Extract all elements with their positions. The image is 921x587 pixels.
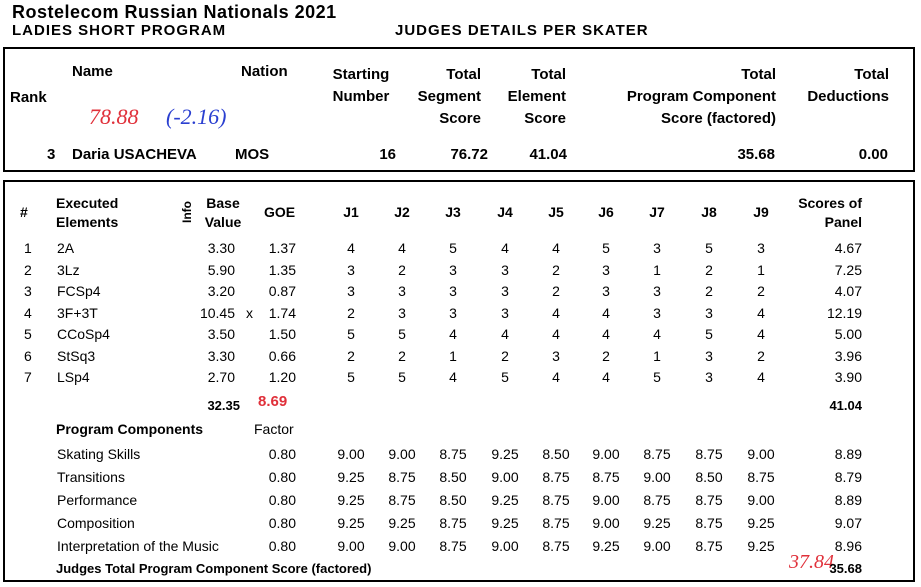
judge-component-score: 9.00 — [388, 538, 416, 554]
element-number-header: # — [20, 204, 28, 220]
component-row — [0, 466, 921, 488]
element-panel-score: 5.00 — [834, 326, 862, 342]
elements-panel-total: 41.04 — [829, 398, 862, 413]
judge-component-score: 9.25 — [747, 538, 775, 554]
judge-score: 3 — [653, 240, 661, 256]
judge-score: 4 — [602, 304, 610, 321]
base-value-header: Base Value — [204, 195, 242, 230]
element-goe: 1.35 — [268, 261, 296, 278]
element-row — [0, 280, 921, 302]
element-base-value: 3.50 — [207, 326, 235, 342]
element-goe: 1.74 — [268, 304, 296, 321]
judge-score: 5 — [705, 240, 713, 256]
skater-pcs: 35.68 — [737, 146, 775, 163]
judge-score: 3 — [705, 347, 713, 364]
element-goe: 1.37 — [268, 240, 296, 256]
judge-score: 3 — [398, 304, 406, 321]
tss-header: Total Segment Score — [417, 66, 481, 127]
judge-score: 4 — [501, 240, 509, 256]
judge-score: 3 — [705, 304, 713, 321]
skater-deductions: 0.00 — [858, 146, 888, 163]
judge-score: 2 — [552, 283, 560, 299]
component-panel-score: 8.79 — [834, 469, 862, 485]
element-panel-score: 3.96 — [834, 347, 862, 364]
component-factor: 0.80 — [268, 469, 296, 485]
judge-component-score: 8.75 — [592, 469, 620, 485]
component-factor: 0.80 — [268, 538, 296, 554]
judge-score: 5 — [449, 240, 457, 256]
element-base-value: 10.45 — [199, 304, 235, 321]
element-number: 1 — [24, 240, 32, 256]
info-header: Info — [180, 201, 194, 223]
report-subtitle: JUDGES DETAILS PER SKATER — [395, 22, 649, 39]
judge-score: 5 — [347, 369, 355, 385]
category-label: LADIES SHORT PROGRAM — [12, 22, 227, 39]
executed-elements-header: Executed Elements — [56, 195, 119, 230]
judge-score: 4 — [602, 326, 610, 342]
judge-component-score: 8.75 — [542, 515, 570, 531]
judge-component-score: 9.25 — [592, 538, 620, 554]
judge-header: J2 — [394, 204, 410, 220]
judge-component-score: 8.75 — [439, 446, 467, 462]
deductions-header: Total Deductions — [807, 66, 889, 105]
judge-score: 2 — [347, 304, 355, 321]
pcs-total-label: Judges Total Program Component Score (factored) — [56, 561, 372, 576]
element-x-marker: x — [246, 304, 253, 321]
component-panel-score: 8.89 — [834, 492, 862, 508]
judge-score: 2 — [347, 347, 355, 364]
element-goe: 1.20 — [268, 369, 296, 385]
judge-component-score: 9.00 — [337, 446, 365, 462]
judge-header: J5 — [548, 204, 564, 220]
starting-number-header: Starting Number — [332, 66, 390, 105]
element-row — [0, 237, 921, 259]
program-components-header: Program Components — [56, 421, 204, 437]
judge-score: 5 — [398, 369, 406, 385]
judge-score: 3 — [602, 283, 610, 299]
judge-score: 2 — [398, 347, 406, 364]
judge-component-score: 8.75 — [643, 492, 671, 508]
judge-score: 3 — [653, 283, 661, 299]
skater-rank: 3 — [47, 146, 56, 163]
judge-score: 4 — [552, 304, 560, 321]
judge-component-score: 9.00 — [643, 469, 671, 485]
judge-score: 2 — [602, 347, 610, 364]
judge-header: J3 — [445, 204, 461, 220]
judge-component-score: 8.50 — [439, 469, 467, 485]
judge-score: 5 — [602, 240, 610, 256]
component-name: Transitions — [57, 469, 125, 485]
judge-component-score: 9.25 — [337, 469, 365, 485]
judge-score: 3 — [501, 283, 509, 299]
component-name: Composition — [57, 515, 135, 531]
element-row — [0, 323, 921, 345]
judge-score: 2 — [757, 347, 765, 364]
component-name: Skating Skills — [57, 446, 141, 462]
judge-component-score: 9.25 — [337, 492, 365, 508]
judge-component-score: 9.00 — [643, 538, 671, 554]
handwritten-score-annotation: 78.88 — [89, 104, 139, 129]
component-row — [0, 512, 921, 534]
element-name: CCoSp4 — [57, 326, 110, 342]
judge-component-score: 9.00 — [491, 469, 519, 485]
element-panel-score: 4.07 — [834, 283, 862, 299]
judge-score: 3 — [449, 283, 457, 299]
element-number: 3 — [24, 283, 32, 299]
judge-score: 4 — [602, 369, 610, 385]
element-goe: 0.66 — [268, 347, 296, 364]
judge-component-score: 9.25 — [337, 515, 365, 531]
pcs-total-value: 35.68 — [829, 561, 862, 576]
judge-component-score: 9.00 — [388, 446, 416, 462]
judge-component-score: 8.75 — [388, 469, 416, 485]
judge-score: 3 — [347, 261, 355, 278]
judge-score: 4 — [501, 326, 509, 342]
judge-component-score: 9.00 — [592, 446, 620, 462]
element-base-value: 3.30 — [207, 347, 235, 364]
panel-score-header: Scores of Panel — [798, 195, 862, 230]
judge-score: 4 — [757, 304, 765, 321]
judge-component-score: 8.50 — [542, 446, 570, 462]
judge-component-score: 8.75 — [695, 446, 723, 462]
judge-score: 3 — [501, 261, 509, 278]
judge-score: 4 — [398, 240, 406, 256]
judge-score: 3 — [552, 347, 560, 364]
judge-header: J6 — [598, 204, 614, 220]
element-goe: 0.87 — [268, 283, 296, 299]
skater-tss: 76.72 — [450, 146, 488, 163]
element-row — [0, 366, 921, 388]
judge-component-score: 8.75 — [542, 492, 570, 508]
judge-score: 4 — [552, 326, 560, 342]
judge-score: 2 — [398, 261, 406, 278]
judge-header: J7 — [649, 204, 665, 220]
element-goe: 1.50 — [268, 326, 296, 342]
element-row — [0, 302, 921, 324]
judge-component-score: 9.25 — [747, 515, 775, 531]
judge-component-score: 9.00 — [747, 492, 775, 508]
component-row — [0, 443, 921, 465]
judge-score: 4 — [449, 369, 457, 385]
judge-component-score: 8.75 — [695, 492, 723, 508]
judge-component-score: 8.50 — [439, 492, 467, 508]
judge-component-score: 9.00 — [337, 538, 365, 554]
judge-score: 2 — [705, 261, 713, 278]
pcs-total-annotation: 37.84 — [789, 551, 834, 573]
skater-tes: 41.04 — [529, 146, 567, 163]
judge-score: 4 — [757, 369, 765, 385]
judge-component-score: 8.75 — [388, 492, 416, 508]
element-panel-score: 4.67 — [834, 240, 862, 256]
judge-component-score: 8.75 — [439, 538, 467, 554]
judge-component-score: 9.00 — [592, 492, 620, 508]
judge-score: 4 — [552, 369, 560, 385]
name-header: Name — [72, 63, 113, 80]
element-name: 3Lz — [57, 261, 80, 278]
element-base-value: 3.20 — [207, 283, 235, 299]
component-row — [0, 535, 921, 557]
component-factor: 0.80 — [268, 515, 296, 531]
judge-score: 5 — [347, 326, 355, 342]
judge-score: 2 — [552, 261, 560, 278]
skater-name: Daria USACHEVA — [72, 146, 197, 163]
tes-header: Total Element Score — [507, 66, 566, 127]
judge-header: J9 — [753, 204, 769, 220]
component-factor: 0.80 — [268, 492, 296, 508]
goe-total-annotation: 8.69 — [258, 393, 288, 410]
rank-header: Rank — [10, 89, 47, 106]
element-number: 6 — [24, 347, 32, 364]
pcs-header: Total Program Component Score (factored) — [626, 66, 776, 127]
judge-component-score: 8.75 — [643, 446, 671, 462]
judge-component-score: 9.25 — [491, 492, 519, 508]
judge-header: J4 — [497, 204, 513, 220]
judge-component-score: 9.00 — [592, 515, 620, 531]
component-name: Interpretation of the Music — [57, 538, 219, 554]
judge-score: 3 — [501, 304, 509, 321]
judge-header: J1 — [343, 204, 359, 220]
element-panel-score: 7.25 — [834, 261, 862, 278]
judge-score: 3 — [757, 240, 765, 256]
component-name: Performance — [57, 492, 138, 508]
judge-component-score: 9.00 — [491, 538, 519, 554]
judge-score: 3 — [449, 304, 457, 321]
judge-score: 4 — [449, 326, 457, 342]
judge-component-score: 8.50 — [695, 469, 723, 485]
judge-score: 2 — [705, 283, 713, 299]
judge-score: 4 — [347, 240, 355, 256]
component-panel-score: 8.96 — [834, 538, 862, 554]
judge-header: J8 — [701, 204, 717, 220]
component-row — [0, 489, 921, 511]
element-base-value: 3.30 — [207, 240, 235, 256]
handwritten-diff-annotation: (-2.16) — [166, 104, 227, 129]
judge-score: 1 — [449, 347, 457, 364]
judge-component-score: 9.25 — [491, 446, 519, 462]
element-name: LSp4 — [57, 369, 90, 385]
judge-score: 5 — [501, 369, 509, 385]
judge-component-score: 8.75 — [695, 515, 723, 531]
factor-header: Factor — [254, 421, 294, 437]
judge-score: 2 — [757, 283, 765, 299]
judge-component-score: 9.25 — [643, 515, 671, 531]
judge-component-score: 8.75 — [439, 515, 467, 531]
skater-starting-number: 16 — [379, 146, 396, 163]
judge-score: 3 — [602, 261, 610, 278]
judge-score: 1 — [757, 261, 765, 278]
base-value-total: 32.35 — [207, 398, 240, 413]
element-name: StSq3 — [57, 347, 96, 364]
component-factor: 0.80 — [268, 446, 296, 462]
judge-component-score: 9.25 — [388, 515, 416, 531]
judge-score: 5 — [653, 369, 661, 385]
nation-header: Nation — [241, 63, 288, 80]
component-panel-score: 8.89 — [834, 446, 862, 462]
judge-score: 5 — [398, 326, 406, 342]
judge-component-score: 8.75 — [695, 538, 723, 554]
judge-component-score: 8.75 — [747, 469, 775, 485]
judge-score: 3 — [449, 261, 457, 278]
judge-score: 3 — [653, 304, 661, 321]
goe-header: GOE — [264, 204, 296, 220]
element-number: 2 — [24, 261, 32, 278]
element-name: FCSp4 — [57, 283, 101, 299]
judge-score: 4 — [552, 240, 560, 256]
element-number: 4 — [24, 304, 32, 321]
element-base-value: 5.90 — [207, 261, 235, 278]
element-number: 5 — [24, 326, 32, 342]
element-panel-score: 12.19 — [826, 304, 862, 321]
element-row — [0, 259, 921, 281]
judge-score: 3 — [347, 283, 355, 299]
element-number: 7 — [24, 369, 32, 385]
judge-score: 1 — [653, 261, 661, 278]
judge-component-score: 8.75 — [542, 538, 570, 554]
component-panel-score: 9.07 — [834, 515, 862, 531]
element-name: 3F+3T — [57, 304, 98, 321]
judge-score: 2 — [501, 347, 509, 364]
judge-component-score: 9.00 — [747, 446, 775, 462]
judge-score: 4 — [653, 326, 661, 342]
element-panel-score: 3.90 — [834, 369, 862, 385]
judge-score: 1 — [653, 347, 661, 364]
judge-score: 3 — [705, 369, 713, 385]
judge-score: 3 — [398, 283, 406, 299]
element-name: 2A — [57, 240, 75, 256]
document-title: Rostelecom Russian Nationals 2021 — [12, 2, 337, 22]
judge-component-score: 9.25 — [491, 515, 519, 531]
element-base-value: 2.70 — [207, 369, 235, 385]
judge-score: 4 — [757, 326, 765, 342]
judge-component-score: 8.75 — [542, 469, 570, 485]
element-row — [0, 345, 921, 367]
judge-score: 5 — [705, 326, 713, 342]
skater-nation: MOS — [235, 146, 270, 163]
